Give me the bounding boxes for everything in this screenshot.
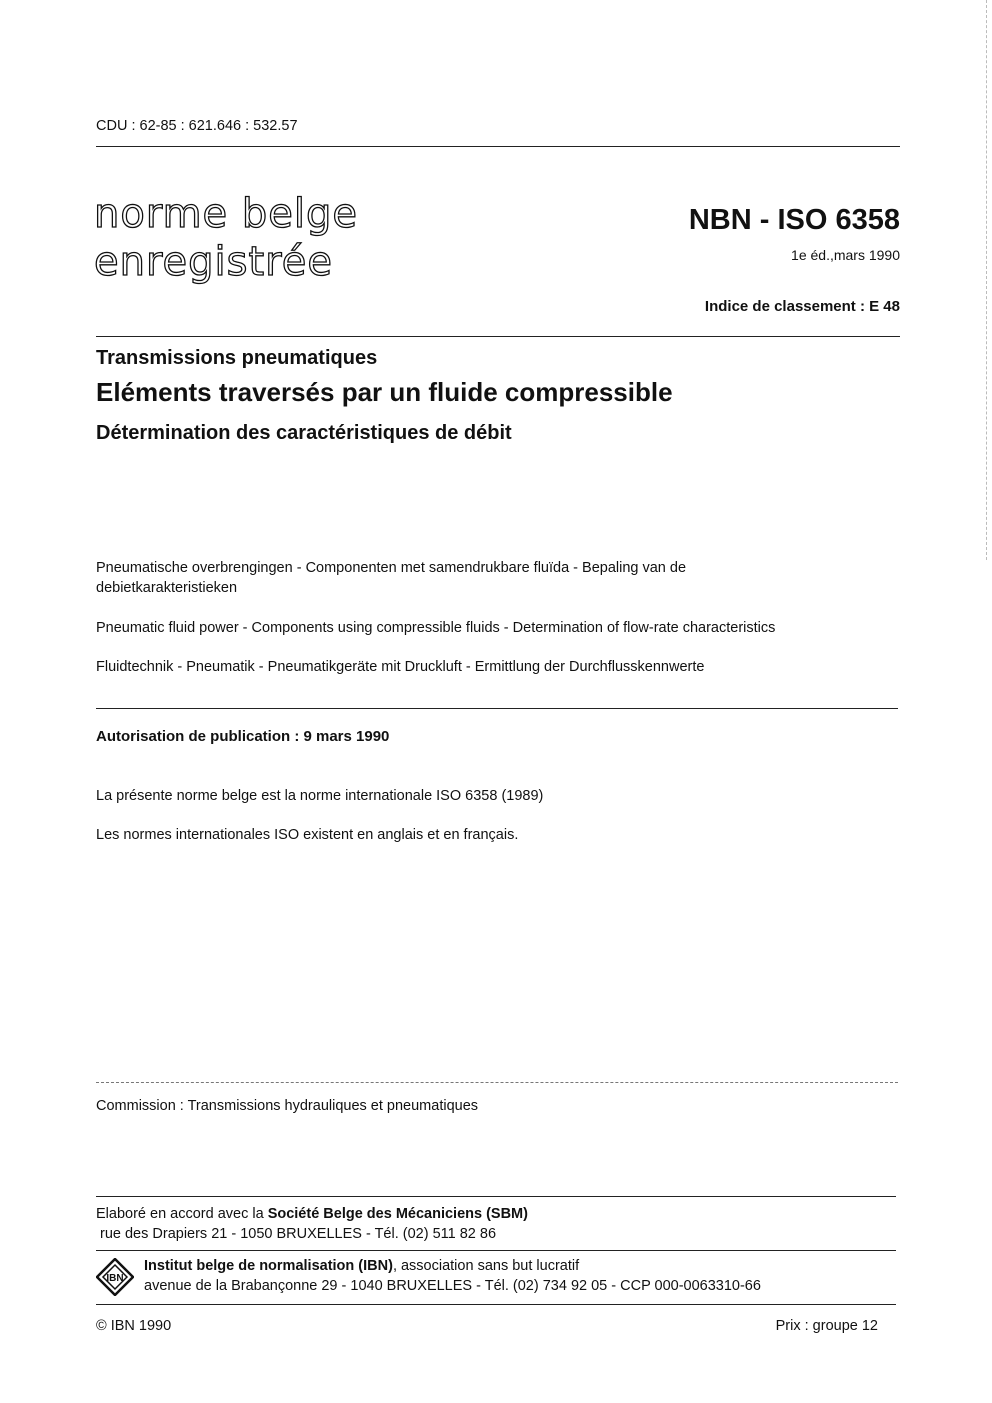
elaboration-prefix: Elaboré en accord avec la [96,1206,268,1222]
elaboration-address: rue des Drapiers 21 - 1050 BRUXELLES - Tél. (02) 511 82 86 [100,1226,497,1242]
commission: Commission : Transmissions hydrauliques et pneumatiques [96,1098,479,1114]
title-line-3: Détermination des caractéristiques de débit [96,422,512,444]
price-group: Prix : groupe 12 [775,1318,878,1334]
commission-rule [96,1082,898,1083]
ibn-line [144,1258,579,1274]
brand-line-2: enregistrée [94,239,333,285]
publication-authorization: Autorisation de publication : 9 mars 1990 [96,728,390,745]
footer-rule-top [96,1196,896,1197]
elaboration-line [96,1206,528,1222]
title-line-1: Transmissions pneumatiques [96,347,378,369]
title-german: Fluidtechnik - Pneumatik - Pneumatikgeräte mit Druckluft - Ermittlung der Durchflusskennwerte [96,659,705,675]
standard-number: NBN - ISO 6358 [688,204,900,236]
brand-line-1: norme belge [94,191,358,237]
cdu-code: CDU : 62-85 : 621.646 : 532.57 [96,118,298,134]
footer-rule-middle [96,1250,896,1251]
footer-rule-bottom [96,1304,896,1305]
ibn-suffix: , association sans but lucratif [392,1258,580,1274]
title-line-2: Eléments traversés par un fluide compressible [96,377,673,407]
ibn-name: Institut belge de normalisation (IBN) [144,1258,393,1274]
classification-index: Indice de classement : E 48 [704,298,900,315]
title-rule [96,336,900,337]
elaboration-org: Société Belge des Mécaniciens (SBM) [267,1206,528,1222]
title-english: Pneumatic fluid power - Components using compressible fluids - Determination of flow-rate characteristics [96,620,776,636]
header-rule [96,146,900,147]
edition: 1e éd.,mars 1990 [791,247,900,263]
publication-note-1: La présente norme belge est la norme internationale ISO 6358 (1989) [96,788,544,804]
ibn-address: avenue de la Brabançonne 29 - 1040 BRUXELLES - Tél. (02) 734 92 05 - CCP 000-0063310-66 [144,1278,761,1294]
ibn-logo-text: IBN [106,1273,124,1284]
title-dutch-line-1: Pneumatische overbrengingen - Componenten met samendrukbare fluïda - Bepaling van de [96,560,687,576]
publication-note-2: Les normes internationales ISO existent en anglais et en français. [96,827,519,843]
translations-rule [96,708,898,709]
page-edge-mark [986,0,987,560]
title-dutch-line-2: debietkarakteristieken [96,580,238,596]
copyright: © IBN 1990 [96,1318,172,1334]
ibn-logo-icon [96,1258,134,1296]
